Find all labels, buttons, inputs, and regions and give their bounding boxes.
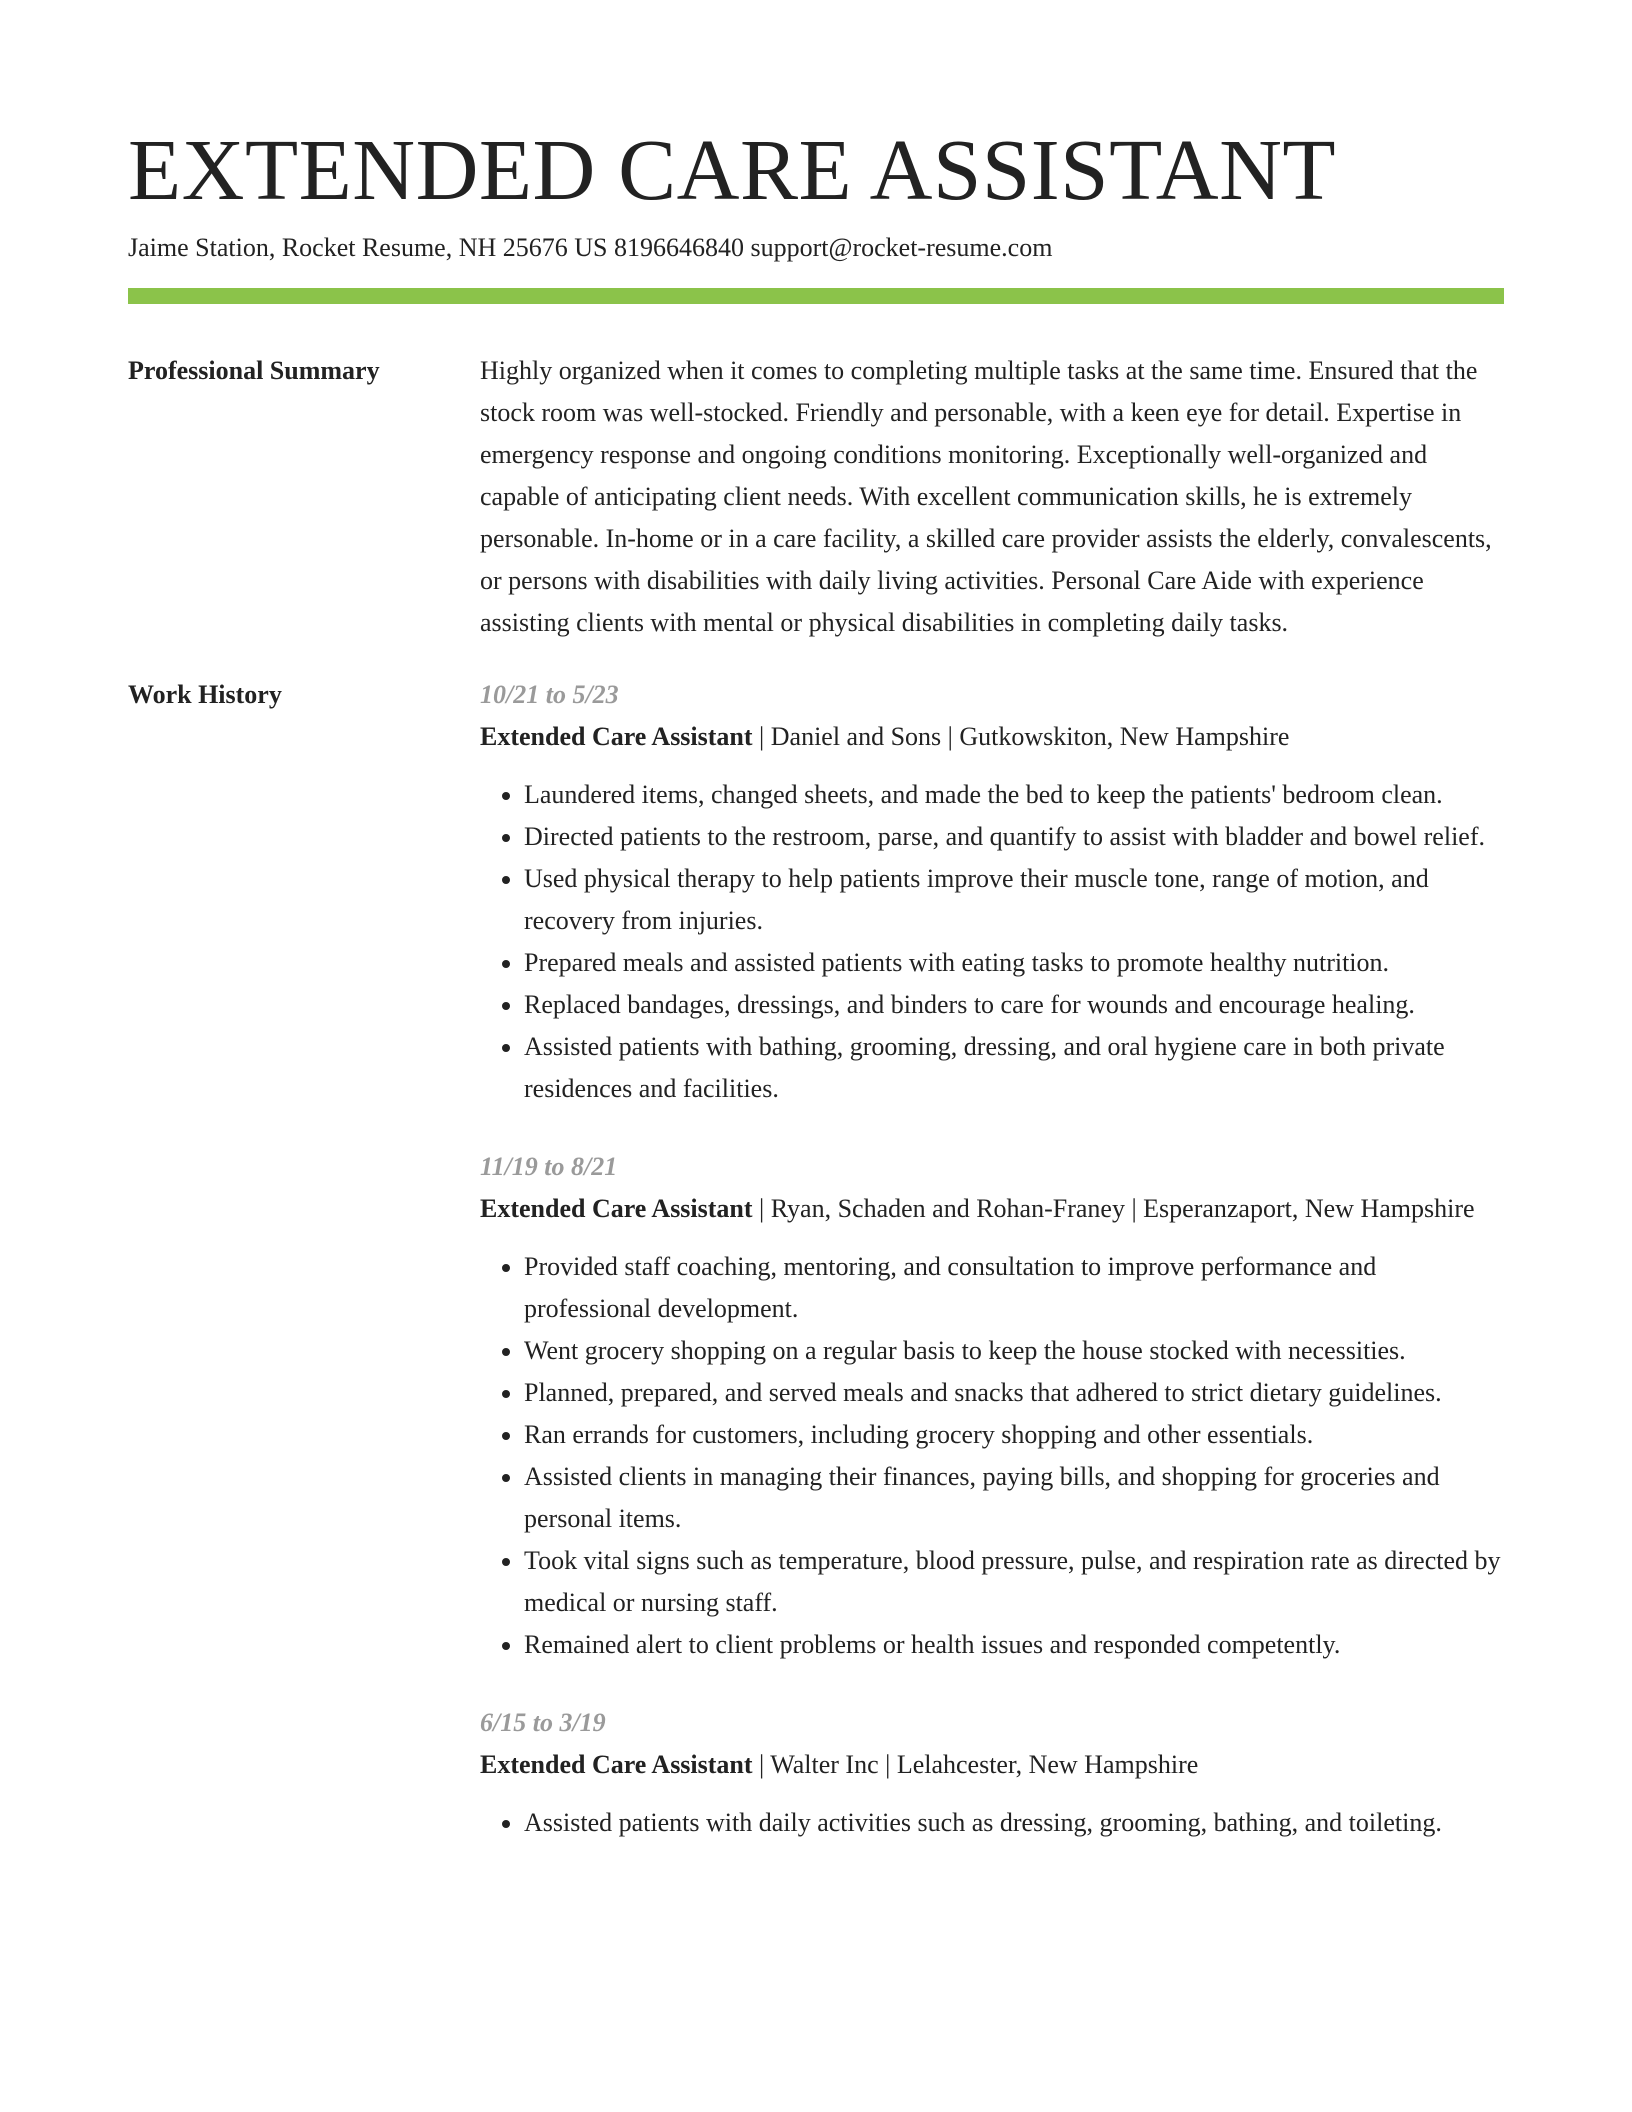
work-history-label: Work History	[128, 680, 282, 709]
job-entry	[480, 1146, 1504, 1666]
job-details: | Daniel and Sons | Gutkowskiton, New Hampshire	[752, 722, 1290, 751]
summary-label: Professional Summary	[128, 356, 380, 385]
job-bullet: • Assisted patients with bathing, grooming, dressing, and oral hygiene care in both private residences and facilities.	[524, 1026, 1504, 1110]
job-bullet: • Directed patients to the restroom, parse, and quantify to assist with bladder and bowel relief.	[524, 816, 1504, 858]
job-title-line	[480, 1744, 1504, 1786]
job-entry	[480, 674, 1504, 1110]
job-title: Extended Care Assistant	[480, 1750, 753, 1779]
job-dates: 10/21 to 5/23	[480, 680, 619, 709]
summary-text: Highly organized when it comes to completing multiple tasks at the same time. Ensured that the stock room was well-stocked. Friendly and personable, with a keen eye for detail. Expertise in emergency response and ongoing conditions monitoring. Exceptionally well-organized and capable of anticipating client needs. With excellent communication skills, he is extremely personable. In-home or in a care facility, a skilled care provider assists the elderly, convalescents, or persons with disabilities with daily living activities. Personal Care Aide with experience assisting clients with mental or physical disabilities in completing daily tasks.	[480, 356, 1492, 637]
job-dates: 6/15 to 3/19	[480, 1708, 606, 1737]
job-details: | Ryan, Schaden and Rohan-Franey | Esperanzaport, New Hampshire	[752, 1194, 1475, 1223]
work-history-section	[128, 674, 1504, 1880]
job-title: Extended Care Assistant	[480, 722, 753, 751]
resume-page	[128, 0, 1504, 1880]
resume-title: EXTENDED CARE ASSISTANT	[128, 121, 1337, 218]
job-bullet: • Went grocery shopping on a regular basis to keep the house stocked with necessities.	[524, 1330, 1504, 1372]
job-bullets	[480, 1246, 1504, 1666]
job-bullet: • Remained alert to client problems or health issues and responded competently.	[524, 1624, 1504, 1666]
job-bullet: • Assisted patients with daily activities such as dressing, grooming, bathing, and toileting.	[524, 1802, 1504, 1844]
job-dates: 11/19 to 8/21	[480, 1152, 618, 1181]
job-bullets	[480, 774, 1504, 1110]
job-bullet: • Provided staff coaching, mentoring, and consultation to improve performance and professional development.	[524, 1246, 1504, 1330]
job-bullet: • Laundered items, changed sheets, and made the bed to keep the patients' bedroom clean.	[524, 774, 1504, 816]
job-title-line	[480, 716, 1504, 758]
job-title-line	[480, 1188, 1504, 1230]
job-bullet: • Took vital signs such as temperature, blood pressure, pulse, and respiration rate as directed by medical or nursing staff.	[524, 1540, 1504, 1624]
contact-line: Jaime Station, Rocket Resume, NH 25676 US 8196646840 support@rocket-resume.com	[128, 233, 1053, 262]
summary-section	[128, 350, 1504, 644]
job-bullets	[480, 1802, 1504, 1844]
job-entry	[480, 1702, 1504, 1844]
job-bullet: • Prepared meals and assisted patients with eating tasks to promote healthy nutrition.	[524, 942, 1504, 984]
job-bullet: • Replaced bandages, dressings, and binders to care for wounds and encourage healing.	[524, 984, 1504, 1026]
job-bullet: • Ran errands for customers, including grocery shopping and other essentials.	[524, 1414, 1504, 1456]
job-bullet: • Used physical therapy to help patients improve their muscle tone, range of motion, and recovery from injuries.	[524, 858, 1504, 942]
job-details: | Walter Inc | Lelahcester, New Hampshire	[752, 1750, 1199, 1779]
job-bullet: • Assisted clients in managing their finances, paying bills, and shopping for groceries and personal items.	[524, 1456, 1504, 1540]
job-title: Extended Care Assistant	[480, 1194, 753, 1223]
job-bullet: • Planned, prepared, and served meals and snacks that adhered to strict dietary guidelines.	[524, 1372, 1504, 1414]
accent-divider	[128, 288, 1504, 304]
